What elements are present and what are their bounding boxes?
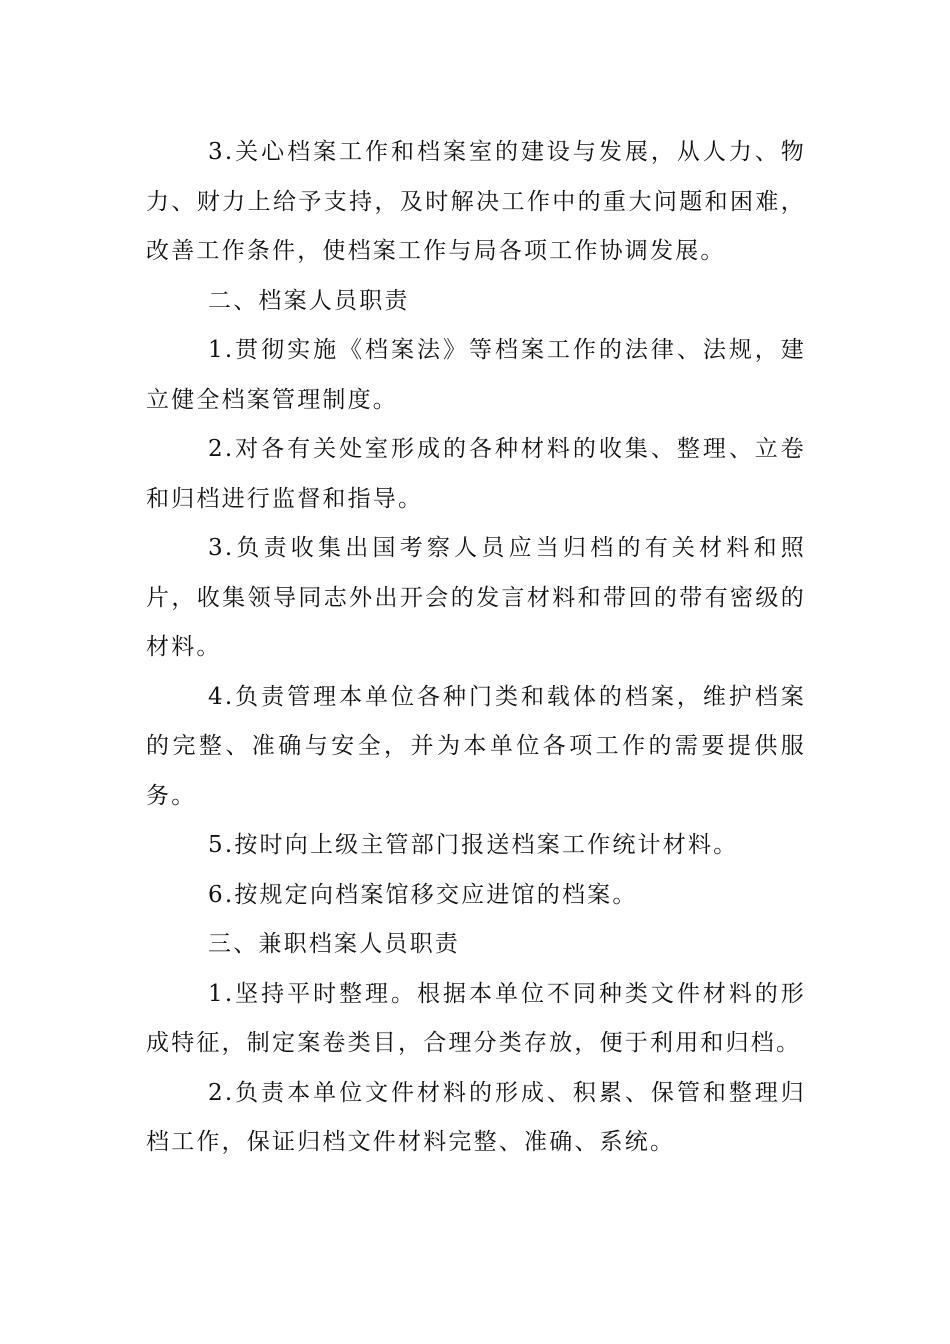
paragraph-duty-5: 5.按时向上级主管部门报送档案工作统计材料。 (208, 832, 739, 858)
paragraph-parttime-duty-2: 2.负责本单位文件材料的形成、积累、保管和整理归档工作，保证归档文件材料完整、准确、系统。 (146, 1079, 806, 1155)
section-heading-parttime-duties: 三、兼职档案人员职责 (208, 931, 460, 957)
paragraph-duty-2: 2.对各有关处室形成的各种材料的收集、整理、立卷和归档进行监督和指导。 (146, 436, 806, 512)
paragraph-duty-1: 1.贯彻实施《档案法》等档案工作的法律、法规，建立健全档案管理制度。 (146, 337, 806, 413)
paragraph-item-3-support: 3.关心档案工作和档案室的建设与发展，从人力、物力、财力上给予支持，及时解决工作中的重大问题和困难，改善工作条件，使档案工作与局各项工作协调发展。 (146, 139, 806, 264)
paragraph-duty-4: 4.负责管理本单位各种门类和载体的档案，维护档案的完整、准确与安全，并为本单位各项工作的需要提供服务。 (146, 683, 806, 809)
paragraph-duty-3: 3.负责收集出国考察人员应当归档的有关材料和照片，收集领导同志外出开会的发言材料和带回的带有密级的材料。 (146, 535, 806, 660)
section-heading-archivist-duties: 二、档案人员职责 (208, 287, 410, 314)
paragraph-duty-6: 6.按规定向档案馆移交应进馆的档案。 (208, 881, 638, 908)
paragraph-parttime-duty-1: 1.坚持平时整理。根据本单位不同种类文件材料的形成特征，制定案卷类目，合理分类存放，便于利用和归档。 (146, 980, 806, 1056)
document-body (146, 128, 806, 1168)
